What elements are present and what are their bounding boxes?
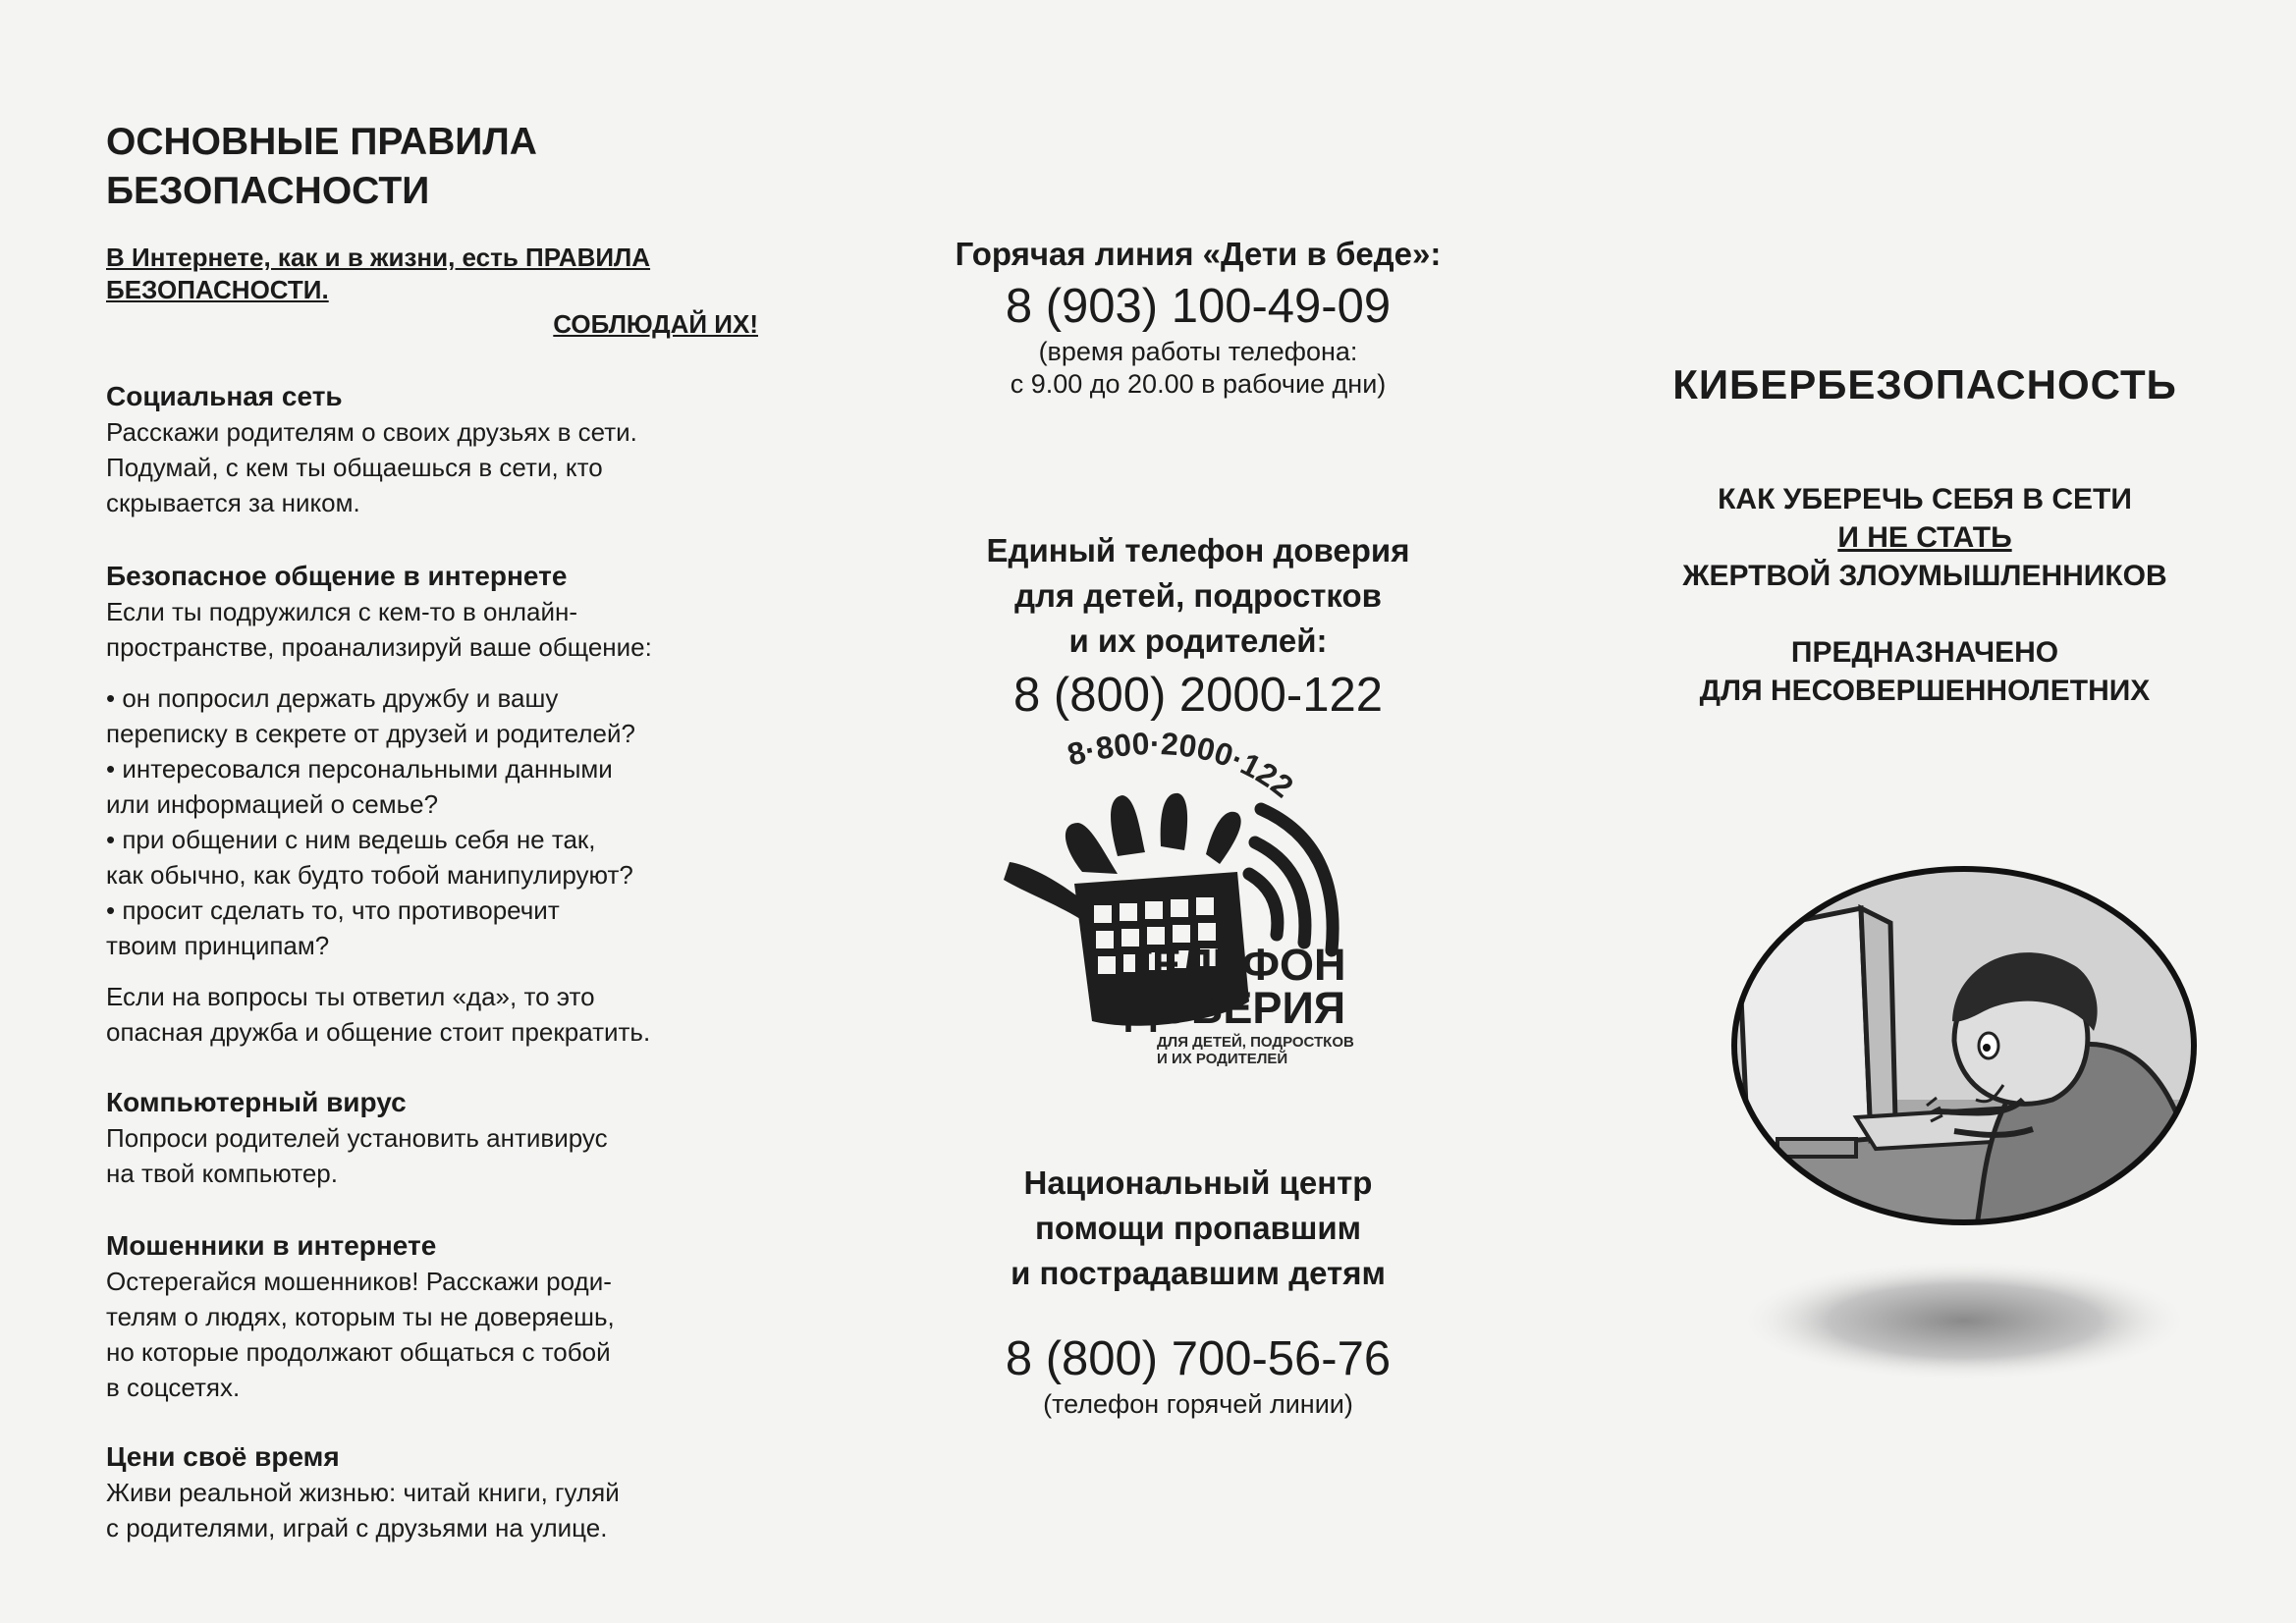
oval-shadow [1738,1260,2190,1381]
section-heading: Мошенники в интернете [106,1230,437,1261]
right-panel [1591,0,2259,1623]
section-text: Попроси родителей установить антивирус на твой компьютер. [106,1123,608,1188]
section-computer-virus [106,1084,774,1191]
safety-rules-title [106,118,537,216]
audience-note [1591,633,2259,710]
brochure-title: КИБЕРБЕЗОПАСНОСТЬ [1672,361,2177,407]
trust-line-block [845,528,1552,725]
hotline-block [845,232,1552,401]
section-fraudsters [106,1227,774,1405]
hotline-phone: 8 (903) 100-49-09 [1005,280,1392,333]
logo-word-1: ТЕЛЕФОН [1124,940,1346,990]
section-text: Живи реальной жизнью: читай книги, гуляй с родителями, играй с друзьями на улице. [106,1478,620,1542]
signal-waves-icon [1249,809,1333,950]
section-text: Расскажи родителям о своих друзьях в сети. Подумай, с кем ты общаешься в сети, кто скрывается за ником. [106,417,637,517]
section-heading: Безопасное общение в интернете [106,561,568,591]
section-safe-communication [106,558,774,1050]
section-heading: Компьютерный вирус [106,1087,407,1117]
trust-line-phone: 8 (800) 2000-122 [1013,669,1383,722]
section-text: Остерегайся мошенников! Расскажи роди- телям о людях, которым ты не доверяешь, но которые продолжают общаться с тобой в соцсетях. [106,1267,615,1402]
subtitle-line-1: КАК УБЕРЕЧЬ СЕБЯ В СЕТИ [1718,483,2132,515]
intro-comply: СОБЛЮДАЙ ИХ! [553,309,758,339]
hotline-hours: (время работы телефона: с 9.00 до 20.00 в рабочие дни) [1010,337,1387,399]
trust-phone-logo [992,727,1444,1100]
title-line-2: БЕЗОПАСНОСТИ [106,170,430,212]
section-question-list: • он попросил держать дружбу и вашу переписку в секрете от друзей и родителей? • интересовался персональными данными или информацией о семье? • при общении с ним ведешь себя не так, как обычно, как будто тобой манипулируют? • просит сделать то, что противоречит твоим принципам? [106,683,635,960]
safety-intro [106,242,774,341]
audience-line-2: ДЛЯ НЕСОВЕРШЕННОЛЕТНИХ [1699,675,2151,707]
section-conclusion: Если на вопросы ты ответил «да», то это опасная дружба и общение стоит прекратить. [106,982,651,1047]
middle-panel [845,0,1552,1623]
section-social-network [106,378,774,520]
boy-at-computer-illustration [1709,854,2219,1404]
national-center-phone: 8 (800) 700-56-76 [1005,1332,1392,1385]
section-text: Если ты подружился с кем-то в онлайн- пространстве, проанализируй ваше общение: [106,597,652,662]
logo-subtext-1: ДЛЯ ДЕТЕЙ, ПОДРОСТКОВ [1157,1034,1354,1051]
title-line-1: ОСНОВНЫЕ ПРАВИЛА [106,121,537,163]
audience-line-1: ПРЕДНАЗНАЧЕНО [1790,636,2059,669]
national-center-block [845,1161,1552,1421]
section-heading: Социальная сеть [106,381,343,411]
left-panel [106,0,774,1623]
section-value-time [106,1438,774,1545]
brochure-subtitle [1591,480,2259,595]
logo-subtext-2: И ИХ РОДИТЕЛЕЙ [1157,1051,1288,1067]
hotline-title: Горячая линия «Дети в беде»: [955,236,1442,272]
trust-line-title: Единый телефон доверия для детей, подростков и их родителей: [986,532,1410,659]
section-heading: Цени своё время [106,1441,340,1472]
national-center-title: Национальный центр помощи пропавшим и пострадавшим детям [1011,1164,1386,1291]
national-center-note: (телефон горячей линии) [1043,1389,1353,1419]
logo-number: 8·800·2000·122 [1064,727,1300,805]
intro-line-2: БЕЗОПАСНОСТИ. [106,275,329,304]
intro-line-1: В Интернете, как и в жизни, есть ПРАВИЛА [106,243,651,272]
logo-word-2: ДОВЕРИЯ [1124,983,1346,1033]
subtitle-line-3: ЖЕРТВОЙ ЗЛОУМЫШЛЕННИКОВ [1682,560,2167,592]
subtitle-line-2: И НЕ СТАТЬ [1837,521,2012,554]
